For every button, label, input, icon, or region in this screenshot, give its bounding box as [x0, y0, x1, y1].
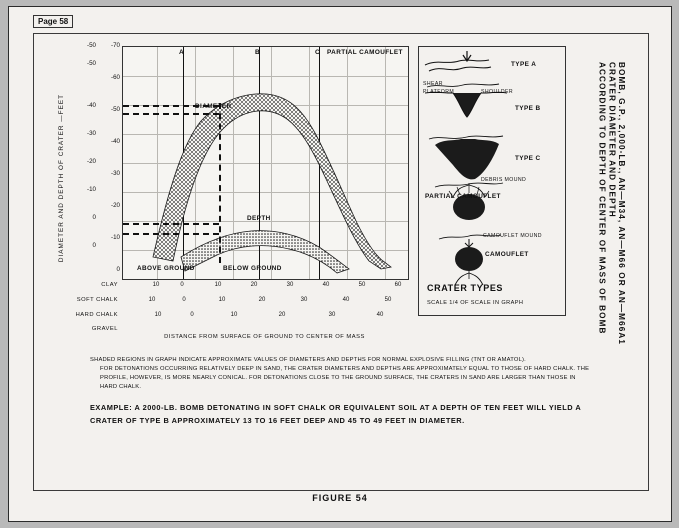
y-tick-outer: -40 [87, 102, 96, 109]
y-tick-inner: -30 [111, 170, 120, 177]
shear-label: SHEAR [423, 81, 443, 87]
x-tick: 30 [286, 282, 294, 288]
figure-caption: FIGURE 54 [312, 493, 368, 503]
y-tick-outer: 0 [92, 242, 96, 249]
x-tick: 20 [250, 282, 258, 288]
x-tick: 60 [394, 282, 402, 288]
diameter-label: DIAMETER [195, 103, 232, 110]
x-tick: 10 [230, 312, 238, 318]
vertical-title-line-3: ACCORDING TO DEPTH OF CENTER OF MASS OF BOMB [597, 62, 607, 335]
y-tick-inner: -40 [111, 138, 120, 145]
zone-label-c: C [315, 49, 320, 56]
x-tick: 10 [218, 297, 226, 303]
x-axis-label: DISTANCE FROM SURFACE OF GROUND TO CENTER OF MASS [164, 334, 365, 340]
x-tick: 10 [154, 312, 162, 318]
page-number: Page 58 [33, 15, 73, 28]
soil-label-gravel: GRAVEL [91, 326, 118, 332]
zone-label-a: A [179, 49, 184, 56]
camouflet-label: CAMOUFLET [485, 251, 529, 258]
figure-frame [33, 33, 649, 491]
y-axis-label: DIAMETER AND DEPTH OF CRATER —FEET [58, 94, 65, 263]
y-tick-outer: -50 [87, 60, 96, 67]
below-ground-label: BELOW GROUND [223, 265, 282, 272]
x-tick: 40 [342, 297, 350, 303]
vertical-title-line-1: BOMB, G.P., 2,000-LB., AN—M34, AN—M66 OR AN—M66A1 [616, 62, 626, 346]
y-tick-inner: -20 [111, 202, 120, 209]
diameter-band [123, 47, 408, 279]
crater-types-panel [418, 46, 566, 316]
x-tick: 20 [258, 297, 266, 303]
figure-vertical-title [580, 62, 642, 346]
crater-graph-plot [122, 46, 409, 280]
x-tick: 20 [278, 312, 286, 318]
x-tick: 50 [384, 297, 392, 303]
soil-label-clay: CLAY [101, 282, 118, 288]
y-tick-inner: -10 [111, 234, 120, 241]
type-a-label: TYPE A [511, 61, 537, 68]
y-tick-inner: -50 [111, 106, 120, 113]
soil-label-hard-chalk: HARD CHALK [75, 312, 118, 318]
type-c-label: TYPE C [515, 155, 541, 162]
vertical-title-line-2: CRATER DIAMETER AND DEPTH [607, 62, 617, 218]
figure-notes [90, 356, 590, 392]
partial-camouflet-type-label: PARTIAL CAMOUFLET [425, 193, 501, 200]
example-text: EXAMPLE: A 2000-LB. BOMB DETONATING IN SOFT CHALK OR EQUIVALENT SOIL AT A DEPTH OF TEN FEET WILL YIELD A CRATER OF TYPE B APPROXIMATELY 13 TO 16 FEET DEEP AND 45 TO 49 FEET IN DIAMETER. [90, 403, 581, 425]
y-tick-outer: 0 [92, 214, 96, 221]
y-tick-outer: -10 [87, 186, 96, 193]
y-tick-outer: -30 [87, 130, 96, 137]
y-tick-inner: 0 [116, 266, 120, 273]
zone-label-b: B [255, 49, 260, 56]
x-axis-clay [101, 282, 407, 294]
note-2: FOR DETONATIONS OCCURRING RELATIVELY DEEP IN SAND, THE CRATER DIAMETERS AND DEPTHS ARE APPROXIMATELY EQUAL TO THOSE OF HARD CHALK. THE PROFILE, HOWEVER, IS MORE NEARLY CONICAL. FOR DETONATIONS CLOSE TO THE GROUND SURFACE, THE CRATERS IN SAND ARE LARGER THAN THOSE IN HARD CHALK. [100, 365, 590, 390]
soil-label-soft-chalk: SOFT CHALK [76, 297, 118, 303]
debris-mound-label: DEBRIS MOUND [481, 177, 527, 183]
x-axis-soft-chalk [76, 297, 407, 309]
partial-camouflet-label: PARTIAL CAMOUFLET [327, 49, 403, 56]
x-tick: 0 [190, 312, 194, 318]
type-b-label: TYPE B [515, 105, 541, 112]
y-tick-outer: -50 [87, 42, 96, 49]
platform-label: PLATFORM [423, 89, 455, 95]
x-tick: 30 [328, 312, 336, 318]
x-tick: 40 [322, 282, 330, 288]
y-tick-inner: -70 [111, 42, 120, 49]
shoulder-label: SHOULDER [481, 89, 514, 95]
x-axis-hard-chalk [75, 312, 407, 324]
x-tick: 10 [152, 282, 160, 288]
crater-types-subtitle: SCALE 1/4 OF SCALE IN GRAPH [427, 300, 524, 306]
x-tick: 10 [148, 297, 156, 303]
x-tick: 10 [214, 282, 222, 288]
x-tick: 50 [358, 282, 366, 288]
y-axis [64, 42, 122, 278]
y-tick-outer: -20 [87, 158, 96, 165]
camouflet-mound-label: CAMOUFLET MOUND [483, 233, 542, 239]
note-1: SHADED REGIONS IN GRAPH INDICATE APPROXIMATE VALUES OF DIAMETERS AND DEPTHS FOR NORMAL EXPLOSIVE FILLING (TNT OR AMATOL). [90, 357, 526, 363]
x-tick: 0 [182, 297, 186, 303]
x-tick: 30 [300, 297, 308, 303]
crater-types-title: CRATER TYPES [427, 283, 504, 293]
x-tick: 0 [180, 282, 184, 288]
x-tick: 40 [376, 312, 384, 318]
depth-label: DEPTH [247, 215, 271, 222]
above-ground-label: ABOVE GROUND [137, 265, 195, 272]
document-page [8, 6, 672, 522]
y-tick-inner: -60 [111, 74, 120, 81]
